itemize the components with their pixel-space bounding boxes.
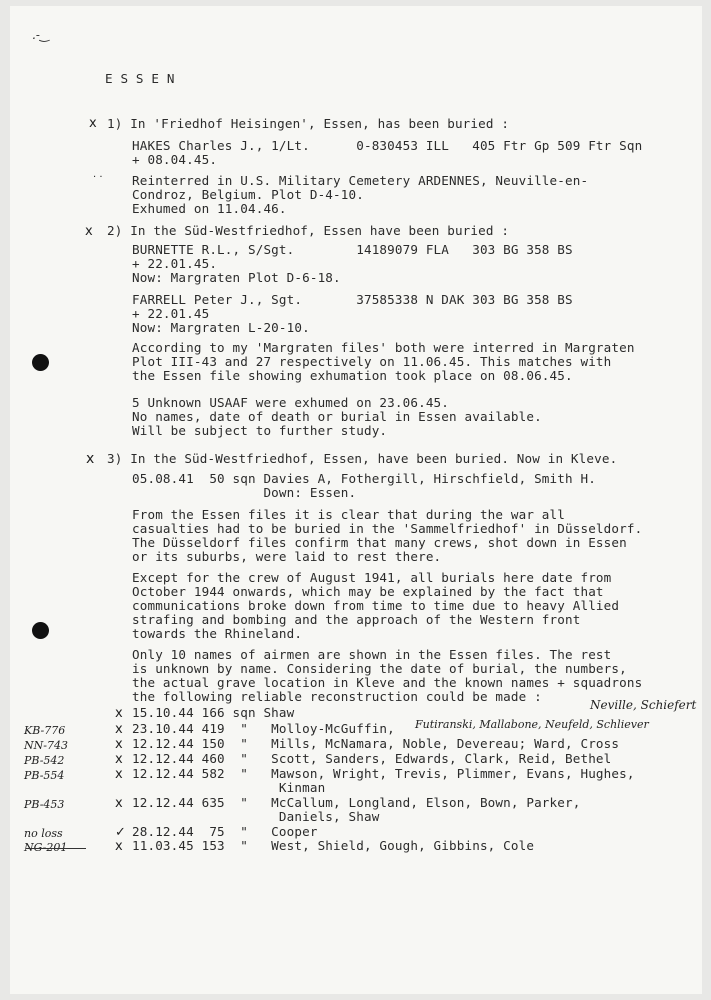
para2-line1: Except for the crew of August 1941, all burials here date from: [132, 570, 612, 585]
row-text: 28.12.44 75 " Cooper: [132, 824, 318, 839]
para3-line2: is unknown by name. Considering the date of burial, the numbers,: [132, 661, 627, 676]
para1-line3: The Düsseldorf files confirm that many crews, shot down in Essen: [132, 535, 627, 550]
margin-reference: PB-453: [24, 798, 65, 811]
reinter-line3: Exhumed on 11.04.46.: [132, 201, 287, 216]
farrell-line3: Now: Margraten L-20-10.: [132, 320, 310, 335]
note-line1: According to my 'Margraten files' both were interred in Margraten: [132, 340, 635, 355]
para1-line2: casualties had to be buried in the 'Sammelfriedhof' in Düsseldorf.: [132, 521, 643, 536]
para3-line4: the following reliable reconstruction could be made :: [132, 689, 542, 704]
row-check-mark: x: [115, 839, 123, 854]
document-page: [10, 6, 702, 994]
row-check-mark: x: [115, 722, 123, 737]
row-text: 12.12.44 635 " McCallum, Longland, Elson, Bown, Parker,: [132, 795, 581, 810]
row-text: 15.10.44 166 sqn Shaw: [132, 705, 295, 720]
burnette-line2: + 22.01.45.: [132, 256, 218, 271]
row-check-mark: x: [115, 737, 123, 752]
note-line2: Plot III-43 and 27 respectively on 11.06.45. This matches with: [132, 354, 612, 369]
burnette-line3: Now: Margraten Plot D-6-18.: [132, 270, 341, 285]
unknown-line2: No names, date of death or burial in Essen available.: [132, 409, 542, 424]
check-mark-section3: x: [86, 451, 95, 467]
punch-hole-bottom: [32, 622, 49, 639]
para2-line4: strafing and bombing and the approach of the Western front: [132, 612, 581, 627]
crew-line1: 05.08.41 50 sqn Davies A, Fothergill, Hirschfield, Smith H.: [132, 471, 596, 486]
check-mark-section2: x: [85, 224, 93, 239]
farrell-line1: FARRELL Peter J., Sgt. 37585338 N DAK 303 BG 358 BS: [132, 292, 573, 307]
hakes-entry-line1: HAKES Charles J., 1/Lt. 0-830453 ILL 405 Ftr Gp 509 Ftr Sqn: [132, 138, 643, 153]
para2-line3: communications broke down from time to time due to heavy Allied: [132, 598, 620, 613]
row-text: 23.10.44 419 " Molloy-McGuffin,: [132, 721, 395, 736]
row-text: Kinman: [132, 780, 326, 795]
punch-hole-top: [32, 354, 49, 371]
row-check-mark: x: [115, 752, 123, 767]
row-check-mark: ✓: [115, 825, 126, 840]
para2-line5: towards the Rhineland.: [132, 626, 303, 641]
para3-line3: the actual grave location in Kleve and the known names + squadrons: [132, 675, 643, 690]
row-check-mark: x: [115, 706, 123, 721]
para3-line1: Only 10 names of airmen are shown in the Essen files. The rest: [132, 647, 612, 662]
row-text: 12.12.44 460 " Scott, Sanders, Edwards, Clark, Reid, Bethel: [132, 751, 612, 766]
margin-reference: no loss: [24, 827, 63, 840]
margin-reference: NG-201: [24, 841, 68, 854]
unknown-line1: 5 Unknown USAAF were exhumed on 23.06.45.: [132, 395, 450, 410]
row-text: 11.03.45 153 " West, Shield, Gough, Gibbins, Cole: [132, 838, 535, 853]
crew-line2: Down: Essen.: [132, 485, 357, 500]
handwritten-top-note: Neville, Schiefert: [590, 698, 697, 712]
margin-divider: [26, 848, 86, 849]
reinter-line1: Reinterred in U.S. Military Cemetery ARDENNES, Neuville-en-: [132, 173, 589, 188]
section1-heading: 1) In 'Friedhof Heisingen', Essen, has been buried :: [107, 116, 510, 131]
section2-heading: 2) In the Süd-Westfriedhof, Essen have been buried :: [107, 223, 510, 238]
unknown-line3: Will be subject to further study.: [132, 423, 388, 438]
section3-heading: 3) In the Süd-Westfriedhof, Essen, have been buried. Now in Kleve.: [107, 451, 618, 466]
row-text: Daniels, Shaw: [132, 809, 380, 824]
margin-reference: PB-554: [24, 769, 65, 782]
dot-mark-section1: · ·: [93, 172, 103, 183]
row-text: 12.12.44 582 " Mawson, Wright, Trevis, Plimmer, Evans, Hughes,: [132, 766, 635, 781]
handwritten-inline-note: Futiranski, Mallabone, Neufeld, Schliever: [415, 718, 649, 731]
reinter-line2: Condroz, Belgium. Plot D-4-10.: [132, 187, 364, 202]
margin-reference: KB-776: [24, 724, 66, 737]
check-mark-section1: x: [89, 116, 97, 131]
corner-scribble: .-‿: [32, 28, 50, 42]
margin-reference: PB-542: [24, 754, 65, 767]
row-text: 12.12.44 150 " Mills, McNamara, Noble, Devereau; Ward, Cross: [132, 736, 620, 751]
para1-line4: or its suburbs, were laid to rest there.: [132, 549, 442, 564]
row-check-mark: x: [115, 796, 123, 811]
margin-reference: NN-743: [24, 739, 68, 752]
page-title: E S S E N: [105, 71, 175, 86]
hakes-entry-line2: + 08.04.45.: [132, 152, 218, 167]
row-check-mark: x: [115, 767, 123, 782]
para2-line2: October 1944 onwards, which may be explained by the fact that: [132, 584, 604, 599]
burnette-line1: BURNETTE R.L., S/Sgt. 14189079 FLA 303 BG 358 BS: [132, 242, 573, 257]
farrell-line2: + 22.01.45: [132, 306, 210, 321]
para1-line1: From the Essen files it is clear that during the war all: [132, 507, 565, 522]
note-line3: the Essen file showing exhumation took place on 08.06.45.: [132, 368, 573, 383]
